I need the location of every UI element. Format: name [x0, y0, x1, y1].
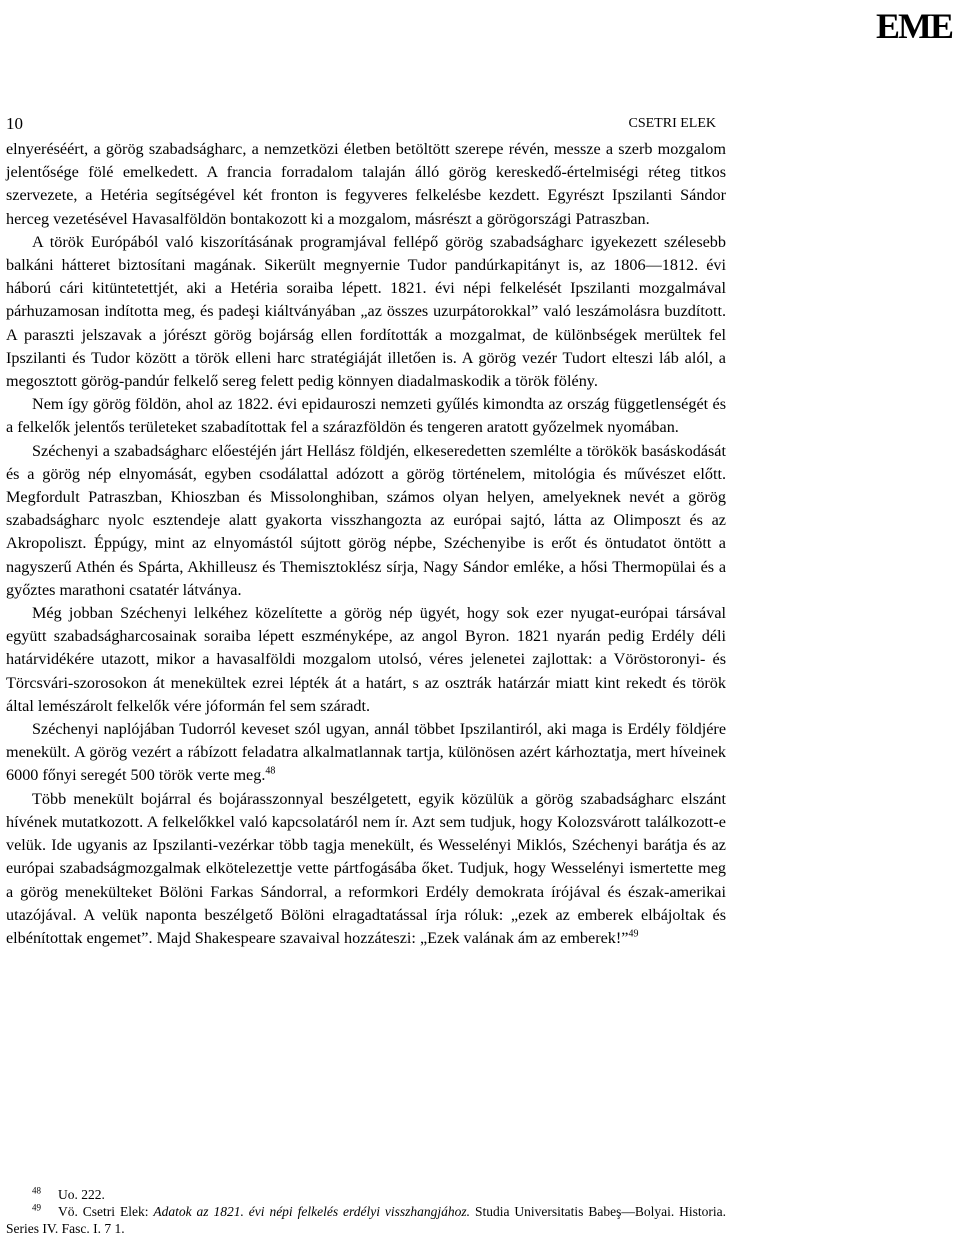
footnote-text-post: Studia Universitatis Babeş—Bolyai. Historia. Series IV. Fasc. I. 7 1. [6, 1204, 726, 1236]
footnote-ref-49[interactable]: 49 [628, 928, 639, 940]
footnote-48 [6, 1186, 726, 1203]
paragraph-4: Széchenyi a szabadságharc előestéjén járt Hellász földjén, elkeseredetten szemlélte a törökök basáskodását és a görög nép elnyomását, egyben csodálattal adózott a görög történelem, mitológia és művészet előtt. Megfordult Patraszban, Khioszban és Missolonghiban, számos olyan helyen, amelyeknek nevét a görög szabadságharc nyolc esztendeje alatt gyakorta visszhangozta az európai sajtó, látta az Olimposzt és az Akropoliszt. Éppúgy, mint az elnyomástól sújtott görög népbe, Széchenyibe is erőt és öntudatot öntött a nagyszerű Athén és Spárta, Akhilleusz és Themisztoklész sírja, Nagy Sándor emléke, a hősi Thermopülai és a győztes marathoni csatatér látványa. [6, 441, 726, 599]
page-header [6, 114, 716, 136]
footnote-49 [6, 1203, 726, 1237]
paragraph-6-text: Széchenyi naplójában Tudorról keveset szól ugyan, annál többet Ipszilantiról, aki maga is Erdély földjére menekült. A görög vezért a rábízott feladatra alkalmatlannak tartja, különösen azért kárhoztatja, mert híveinek 6000 főnyi seregét 500 török verte meg. [6, 720, 726, 785]
page-number: 10 [6, 114, 23, 133]
body-text [6, 138, 726, 950]
footnote-text: Uo. 222. [58, 1187, 105, 1202]
paragraph-7-text: Több menekült bojárral és bojárasszonnyal beszélgetett, egyik közülük a görög szabadságharc elszánt hívének mutatkozott. A felkelőkkel való kapcsolatáról nem ír. Azt sem tudjuk, hogy Kolozsvárott találkozott-e velük. Ide ugyanis az Ipszilanti-vezérkar több tagja menekült, és Wesselényi Miklós, Széchenyi barátja és az európai szabadságmozgalmak elkötelezettje vette pártfogásába őket. Tudjuk, hogy Wesselényi ismertette meg a görög menekülteket Bölöni Farkas Sándorral, a reformkori Erdély demokrata írójával és észak-amerikai utazójával. A velük naponta beszélgető Bölöni elragadtatással írja róluk: „ezek az emberek elbájoltak és elbénítottak engemet”. Majd Shakespeare szavaival hozzáteszi: „Ezek valának ám az emberek!” [6, 789, 726, 947]
paragraph-2: A török Európából való kiszorításának programjával fellépő görög szabadságharc igyekezett szélesebb balkáni hátteret biztosítani magának. Sikerült megnyernie Tudor pandúrkapitányt is, az 1806—1812. évi háború cári kitüntetettjét, aki a Hetéria soraiba lépett. 1821. évi népi felkelését Ipszilanti mozgalmával párhuzamosan indította meg, és padeşi kiáltványában „az összes uzurpátorokkal” való leszámolásra buzdított. A paraszti jelszavak a jórészt görög bojárság ellen fordították a mozgalmat, de különbségek merültek fel Ipszilanti és Tudor között a török elleni harc stratégiáját illetően is. A görög vezér Tudort elteszi láb alól, a megosztott görög-pandúr felkelő sereg felett pedig könnyen diadalmaskodik a török fölény. [6, 232, 726, 391]
footnotes [6, 1186, 726, 1237]
paragraph-5: Még jobban Széchenyi lelkéhez közelítette a görög nép ügyét, hogy sok ezer nyugat-európai társával együtt szabadságharcosainak soraiba lépett eszményképe, az angol Byron. 1821 nyarán pedig Erdély déli határvidékére utazott, mikor a havasalföldi mozgalom utolsó, véres jelenetei zajlottak: a Vöröstoronyi- és Törcsvári-szorosokon át menekültek ezrei lépték át a határt, s az osztrák határzár miatt kint rekedt és török által lemészárolt felkelők vére jóformán fel sem száradt. [6, 604, 726, 715]
footnote-number: 49 [32, 1202, 41, 1213]
footnote-title: Adatok az 1821. évi népi felkelés erdélyi visszhangjához. [153, 1204, 471, 1219]
paragraph-6 [6, 718, 726, 788]
paragraph-7 [6, 788, 726, 950]
paragraph-3: Nem így görög földön, ahol az 1822. évi epidauroszi nemzeti gyűlés kimondta az ország függetlenségét és a felkelők jelentős területeket szabadítottak fel a szárazföldön és tengeren aratott győzelmek nyomában. [6, 395, 726, 437]
publisher-logo: EME [875, 6, 952, 46]
footnote-text-pre: Vö. Csetri Elek: [58, 1204, 154, 1219]
paragraph-1: elnyeréséért, a görög szabadságharc, a nemzetközi életben betöltött szerepe révén, messze a szerb mozgalom jelentősége fölé emelkedett. A francia forradalom talaján álló görög kereskedő-értelmiségi réteg titkos szervezete, a Hetéria segítségével két fronton is fegyveres felkelésbe kezdett. Egyrészt Ipszilanti Sándor herceg vezetésével Havasalföldön bontakozott ki a mozgalom, másrészt a görögországi Patraszban. [6, 140, 726, 228]
footnote-ref-48[interactable]: 48 [265, 766, 276, 778]
running-head: CSETRI ELEK [628, 116, 716, 131]
footnote-number: 48 [32, 1185, 41, 1196]
